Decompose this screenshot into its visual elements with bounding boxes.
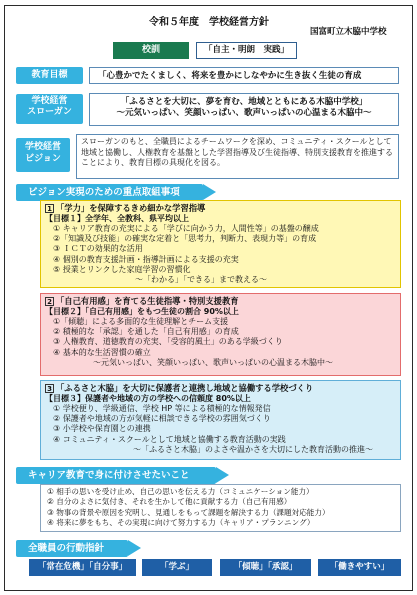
action-guideline: 「学ぶ」 [142,559,212,576]
action-guideline: 「働きやすい」 [318,559,401,576]
focus-subtext: ～「わかる」「できる」まで教える～ [135,275,267,285]
slogan-box [89,93,399,126]
focus-section-title: ビジョン実現のための重点取組事項 [16,184,203,201]
education-goal-label: 教育目標 [16,67,83,84]
education-goal-text: 「心豊かでたくましく、将来を豊かにしなやかに生き抜く生徒の育成 [89,67,399,84]
focus-item: ③ 人権教育、道徳教育の充実、「受容的風土」のある学級づくり [53,337,283,347]
focus-subtext: ～「ふるさと木脇」のよさや温かさを大切にした教育活動の推進～ [133,444,373,454]
vision-label-line: 学校経営 [24,142,61,152]
focus-item: ② 積極的な「承認」を通した「自己有用感」の育成 [53,327,239,337]
section-number: 1 [45,204,54,213]
action-section-title: 全職員の行動指針 [16,540,128,557]
slogan-line: ～元気いっぱい、笑顔いっぱい、歌声いっぱいの心温まる木脇中～ [116,108,372,119]
focus-item: ①「傾聴」による多面的な生徒理解とチーム支援 [53,316,229,326]
career-section-title: キャリア教育で身に付けさせたいこと [16,467,216,484]
focus-item: ③ 小学校や保育園との連携 [53,424,151,434]
focus-item: ⑤ 授業とリンクした家庭学習の習慣化 [53,264,191,274]
page-title: 令和５年度 学校経営方針 [149,17,269,28]
school-name: 国富町立木脇中学校 [310,27,387,37]
focus-heading [45,383,396,394]
focus-panel-community [40,380,401,460]
vision-text: スローガンのもと、全職員によるチームワークを深め、コミュニティ・スクールとして地域と協働し、人権教育を基盤とした学習指導及び生徒指導、特別支援教育を推進することにより、教育目標の具現化を図る。 [76,134,399,179]
focus-heading-text: 「自己有用感」を育てる生徒指導・特別支援教育 [56,296,239,306]
focus-item: ④ 個別の教育支援計画・指導計画による支援の充実 [53,254,239,264]
focus-panel-guidance [40,293,401,376]
focus-item: ④ コミュニティ・スクールとして地域と協働する教育活動の実践 [53,434,286,444]
focus-goal: 【目標３】保護者や地域の方の学校への信頼度 80%以上 [45,393,251,403]
focus-goal: 【目標１】全学年、全教科、県平均以上 [45,213,189,223]
action-guideline: 「傾聴」「承認」 [220,559,311,576]
vision-label [16,138,70,172]
slogan-label [16,94,83,124]
motto-label: 校訓 [113,42,189,59]
focus-subtext: ～元気いっぱい、笑顔いっぱい、歌声いっぱいの心温まる木脇中～ [93,357,333,367]
action-guideline: 「常在危機」「自分事」 [29,559,136,576]
career-item: ① 相手の思いを受け止め、自己の思いを伝える力（コミュニケーション能力） [47,487,314,496]
section-number: 2 [45,297,54,306]
focus-heading [45,203,396,214]
slogan-label-line: 学校経営 [31,96,68,106]
focus-item: ① キャリア教育の充実による「学びに向かう力，人間性等」の基盤の醸成 [53,223,319,233]
career-item: ③ 物事の背景や原因を究明し、見通しをもって課題を解決する力（課題対応能力） [47,507,330,517]
focus-heading-text: 「学力」を保障するきめ細かな学習指導 [56,203,206,213]
career-list [40,484,401,532]
focus-item: ① 学校便り、学級通信、学校 HP 等による積極的な情報発信 [53,403,271,413]
section-number: 3 [45,384,54,393]
focus-goal: 【目標２】「自己有用感」をもつ生徒の割合 90%以上 [45,306,239,316]
motto-text: 「自主・明朗 実践」 [196,42,297,59]
focus-item: ④ 基本的な生活習慣の確立 [53,347,151,357]
career-item: ② 自分のよさに気付き、それを生かして他に貢献する力（自己有用感） [47,497,292,507]
focus-item: ② 保護者や地域の方が気軽に相談できる学校の雰囲気づくり [53,414,271,424]
vision-label-line: ビジョン [25,153,61,164]
slogan-label-line: スローガン [27,107,72,118]
slogan-line: 「ふるさとを大切に、夢を育む、地域とともにある木脇中学校」 [120,97,368,107]
focus-heading [45,296,396,307]
focus-item: ③ ＩＣＴの効果的な活用 [53,244,143,254]
focus-heading-text: 「ふるさと木脇」を大切に保護者と連携し地域と協働する学校づくり [56,383,314,393]
focus-item: ②「知識及び技能」の確実な定着と「思考力，判断力、表現力等」の育成 [53,234,317,244]
career-item: ④ 将来に夢をもち、その実現に向けて努力する力（キャリア・プランニング） [47,518,315,528]
focus-panel-academic [40,200,401,288]
